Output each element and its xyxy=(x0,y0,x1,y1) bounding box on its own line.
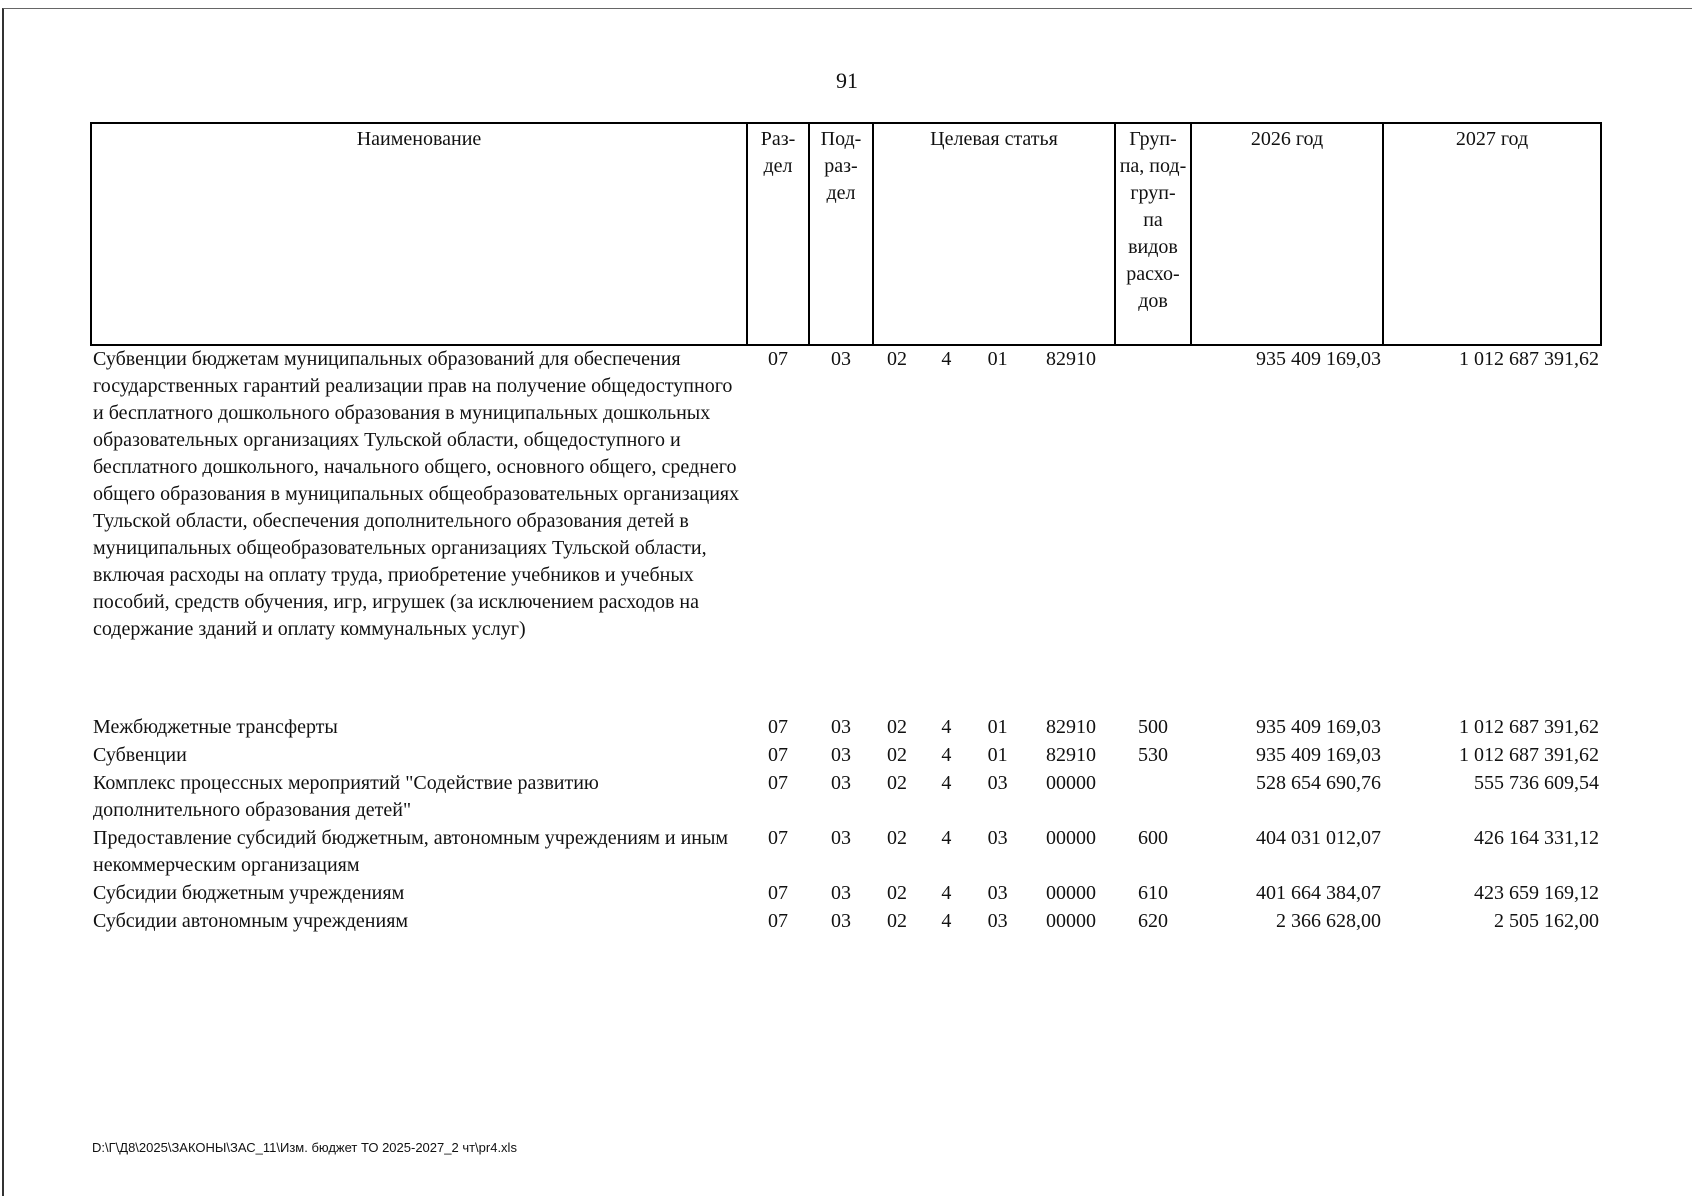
row-target xyxy=(873,714,1115,742)
ts-direction: 82910 xyxy=(1045,744,1096,766)
row-name: Комплекс процессных мероприятий "Содействие развитию дополнительного образования детей" xyxy=(93,772,599,821)
row-subsection: 03 xyxy=(831,744,851,766)
row-2026: 401 664 384,07 xyxy=(1256,882,1381,904)
table-row xyxy=(91,908,1601,936)
page-number: 91 xyxy=(836,68,858,93)
budget-table xyxy=(90,122,1602,936)
ts-element: 03 xyxy=(987,772,1008,794)
row-subsection: 03 xyxy=(831,882,851,904)
row-2026: 2 366 628,00 xyxy=(1276,910,1381,932)
row-group: 500 xyxy=(1138,716,1168,738)
ts-element: 03 xyxy=(987,882,1008,904)
row-subsection: 03 xyxy=(831,716,851,738)
ts-type: 4 xyxy=(941,348,952,370)
ts-element: 01 xyxy=(987,744,1008,766)
header-2027: 2027 год xyxy=(1383,123,1601,345)
ts-type: 4 xyxy=(941,772,952,794)
ts-program: 02 xyxy=(887,716,907,738)
row-2026: 528 654 690,76 xyxy=(1256,772,1381,794)
row-name: Субсидии автономным учреждениям xyxy=(93,910,409,932)
table-row xyxy=(91,345,1601,644)
row-group: 620 xyxy=(1138,910,1168,932)
table-row xyxy=(91,825,1601,880)
ts-program: 02 xyxy=(887,348,907,370)
row-subsection: 03 xyxy=(831,772,851,794)
row-group xyxy=(1115,770,1191,825)
row-2026: 404 031 012,07 xyxy=(1256,827,1381,849)
ts-element: 01 xyxy=(987,348,1008,370)
row-2027: 1 012 687 391,62 xyxy=(1459,744,1599,766)
row-section: 07 xyxy=(768,348,788,370)
ts-type: 4 xyxy=(941,910,952,932)
ts-direction: 00000 xyxy=(1045,910,1096,932)
row-2027: 1 012 687 391,62 xyxy=(1459,348,1599,370)
spacer-row xyxy=(91,644,1601,714)
row-2027: 1 012 687 391,62 xyxy=(1459,716,1599,738)
row-section: 07 xyxy=(768,910,788,932)
table-row xyxy=(91,770,1601,825)
row-target xyxy=(873,825,1115,880)
ts-type: 4 xyxy=(941,827,952,849)
ts-program: 02 xyxy=(887,910,907,932)
row-section: 07 xyxy=(768,882,788,904)
row-section: 07 xyxy=(768,772,788,794)
row-2026: 935 409 169,03 xyxy=(1256,348,1381,370)
row-target xyxy=(873,770,1115,825)
row-name: Субсидии бюджетным учреждениям xyxy=(93,882,405,904)
ts-program: 02 xyxy=(887,744,907,766)
row-name: Субвенции xyxy=(93,744,187,766)
row-subsection: 03 xyxy=(831,827,851,849)
ts-program: 02 xyxy=(887,827,907,849)
row-name: Межбюджетные трансферты xyxy=(93,716,338,738)
row-target xyxy=(873,742,1115,770)
ts-direction: 00000 xyxy=(1045,882,1096,904)
row-group: 530 xyxy=(1138,744,1168,766)
ts-element: 03 xyxy=(987,827,1008,849)
ts-direction: 00000 xyxy=(1045,772,1096,794)
row-section: 07 xyxy=(768,827,788,849)
header-target: Целевая статья xyxy=(873,123,1115,345)
ts-direction: 82910 xyxy=(1045,716,1096,738)
row-subsection: 03 xyxy=(831,910,851,932)
file-path-footer: D:\Г\Д8\2025\ЗАКОНЫ\ЗАС_11\Изм. бюджет ТО 2025-2027_2 чт\pr4.xls xyxy=(92,1140,517,1155)
ts-direction: 82910 xyxy=(1045,348,1096,370)
row-2026: 935 409 169,03 xyxy=(1256,744,1381,766)
table-row xyxy=(91,880,1601,908)
row-subsection: 03 xyxy=(831,348,851,370)
header-row xyxy=(91,123,1601,345)
row-group: 610 xyxy=(1138,882,1168,904)
table-row xyxy=(91,714,1601,742)
header-2026: 2026 год xyxy=(1191,123,1383,345)
ts-program: 02 xyxy=(887,882,907,904)
row-name: Субвенции бюджетам муниципальных образований для обеспечения государственных гарантий реализации прав на получение общедоступного и бесплатного дошкольного образования в муниципальных дошкольных образовательных организациях Тульской области, общедоступного и бесплатного дошкольного, начального общего, основного общего, среднего общего образования в муниципальных общеобразовательных организациях Тульской области, обеспечения дополнительного образования детей в муниципальных общеобразовательных организациях Тульской области, включая расходы на оплату труда, приобретение учебников и учебных пособий, средств обучения, игр, игрушек (за исключением расходов на содержание зданий и оплату коммунальных услуг) xyxy=(93,348,740,640)
ts-direction: 00000 xyxy=(1045,827,1096,849)
row-group xyxy=(1115,345,1191,644)
row-target xyxy=(873,880,1115,908)
row-target xyxy=(873,345,1115,644)
row-2026: 935 409 169,03 xyxy=(1256,716,1381,738)
header-name: Наименование xyxy=(91,123,747,345)
ts-element: 03 xyxy=(987,910,1008,932)
row-2027: 2 505 162,00 xyxy=(1494,910,1599,932)
table-row xyxy=(91,742,1601,770)
ts-type: 4 xyxy=(941,716,952,738)
header-group: Груп- па, под- груп- па видов расхо- дов xyxy=(1115,123,1191,345)
row-section: 07 xyxy=(768,716,788,738)
row-2027: 426 164 331,12 xyxy=(1474,827,1599,849)
ts-program: 02 xyxy=(887,772,907,794)
row-group: 600 xyxy=(1138,827,1168,849)
ts-type: 4 xyxy=(941,882,952,904)
header-section: Раз- дел xyxy=(747,123,809,345)
row-section: 07 xyxy=(768,744,788,766)
ts-type: 4 xyxy=(941,744,952,766)
row-2027: 555 736 609,54 xyxy=(1474,772,1599,794)
ts-element: 01 xyxy=(987,716,1008,738)
row-target xyxy=(873,908,1115,936)
header-subsection: Под- раз- дел xyxy=(809,123,873,345)
table-body xyxy=(91,345,1601,936)
row-2027: 423 659 169,12 xyxy=(1474,882,1599,904)
row-name: Предоставление субсидий бюджетным, автономным учреждениям и иным некоммерческим организациям xyxy=(93,827,729,876)
